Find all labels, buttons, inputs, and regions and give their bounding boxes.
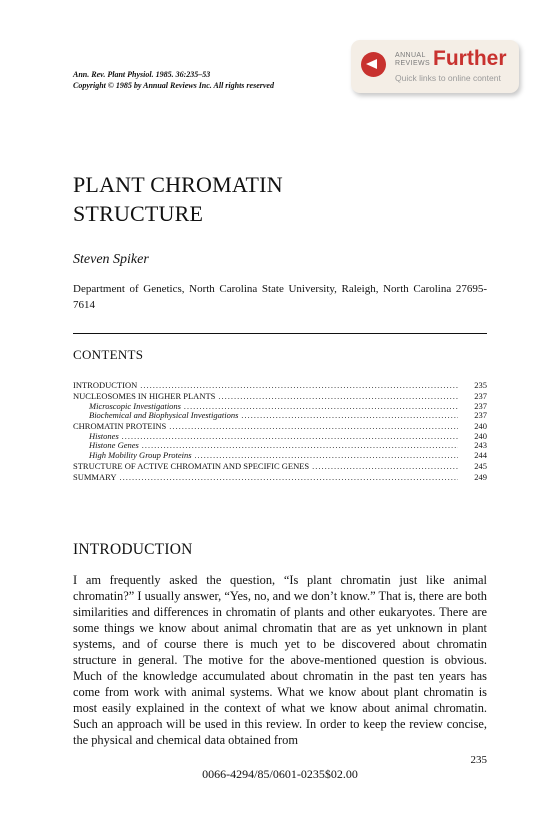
toc-entry-page: 245: [474, 461, 487, 472]
toc-entry-label: STRUCTURE OF ACTIVE CHROMATIN AND SPECIFIC GENES: [73, 461, 310, 472]
toc-entry-page: 249: [474, 472, 487, 483]
toc-entry-page: 240: [474, 421, 487, 432]
footer-code: 0066-4294/85/0601-0235$02.00: [202, 767, 358, 781]
toc-entry-label: INTRODUCTION: [73, 379, 138, 390]
author-name: Steven Spiker: [73, 252, 149, 267]
copyright-line: Copyright © 1985 by Annual Reviews Inc. All rights reserved: [73, 81, 274, 90]
article-title: [73, 170, 283, 228]
table-of-contents: [73, 379, 487, 483]
badge-reviews-text: REVIEWS: [395, 60, 431, 67]
toc-entry: [73, 451, 487, 461]
toc-entry: [73, 462, 487, 472]
toc-leader-dots: [140, 381, 458, 391]
toc-entry-label: Histone Genes: [89, 440, 139, 451]
toc-entry: [73, 473, 487, 483]
toc-leader-dots: [218, 392, 458, 402]
toc-leader-dots: [195, 451, 458, 461]
section-heading: INTRODUCTION: [73, 541, 193, 558]
toc-leader-dots: [241, 411, 458, 421]
toc-entry-page: 240: [474, 430, 487, 441]
author-affiliation: Department of Genetics, North Carolina State University, Raleigh, North Carolina 27695-7614: [73, 283, 487, 311]
divider: [73, 333, 487, 334]
toc-entry-label: High Mobility Group Proteins: [89, 449, 192, 460]
further-badge-link[interactable]: [351, 40, 519, 93]
toc-entry-page: 243: [474, 440, 487, 451]
toc-leader-dots: [122, 432, 458, 442]
toc-entry-label: SUMMARY: [73, 472, 117, 483]
toc-entry-page: 235: [474, 379, 487, 390]
toc-entry: [73, 381, 487, 391]
toc-entry-page: 244: [474, 449, 487, 460]
contents-heading: CONTENTS: [73, 347, 144, 362]
toc-entry: [73, 411, 487, 421]
body-paragraph: I am frequently asked the question, “Is plant chromatin just like animal chromatin?” I usually answer, “Yes, no, and we don’t know.” That is, there are both similarities and differences in chromatin of plants and other eukaryotes. There are some things we know about animal chromatin that are as yet unknown in plant systems, and of course there is much yet to be discovered about chromatin structure in general. The motive for the above-mentioned question is obvious. Much of the knowledge accumulated about chromatin in the past ten years has come from work with animal systems. What we know about plant chromatin is most easily explained in the context of what we know about animal chromatin. Such an approach will be used in this review. In order to keep the review concise, the physical and chemical data obtained from: [73, 573, 487, 747]
toc-leader-dots: [119, 473, 458, 483]
toc-entry: [73, 422, 487, 432]
toc-entry-label: CHROMATIN PROTEINS: [73, 421, 167, 432]
toc-entry-page: 237: [474, 400, 487, 411]
badge-publisher: [395, 52, 430, 68]
annual-reviews-logo-icon: [361, 52, 386, 77]
toc-entry-page: 237: [474, 391, 487, 402]
title-line: PLANT CHROMATIN: [73, 172, 283, 197]
toc-entry-label: Microscopic Investigations: [89, 400, 181, 411]
title-line: STRUCTURE: [73, 201, 204, 226]
toc-leader-dots: [312, 462, 458, 472]
journal-citation: [73, 69, 274, 91]
badge-annual-text: ANNUAL: [395, 52, 426, 59]
journal-citation-line: Ann. Rev. Plant Physiol. 1985. 36:235–53: [73, 70, 211, 79]
toc-leader-dots: [169, 422, 458, 432]
toc-entry-page: 237: [474, 410, 487, 421]
toc-entry-label: Histones: [89, 430, 119, 441]
toc-entry-label: Biochemical and Biophysical Investigations: [89, 410, 239, 421]
badge-further-text: Further: [433, 47, 507, 70]
toc-entry-label: NUCLEOSOMES IN HIGHER PLANTS: [73, 391, 216, 402]
badge-subtitle: Quick links to online content: [395, 73, 501, 83]
page-number: 235: [470, 754, 487, 766]
